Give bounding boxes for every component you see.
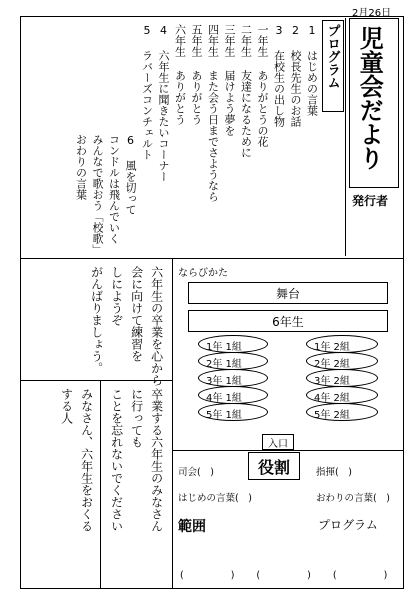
seat-oval — [306, 369, 378, 387]
program-item: 六年生 ありがとう — [173, 24, 187, 125]
note-line: ことを忘れないでください — [109, 388, 124, 532]
note-line: みなさん、六年生をおくる — [79, 388, 94, 532]
note-line: に行っても — [129, 388, 144, 448]
seat-right: 2年 2組 — [314, 359, 350, 370]
program-item: 4 六年生に聞きたいコーナー — [157, 24, 171, 182]
seat-right: 1年 2組 — [314, 342, 350, 353]
date-label: 2月26日 — [352, 8, 392, 19]
seating-label: ならびかた — [178, 268, 228, 279]
masthead-title: 児童会だより — [355, 26, 384, 170]
grade6-box: 6年生 — [188, 310, 388, 332]
role-closing: おわりの言葉( ) — [316, 493, 390, 504]
program-item: 2 校長先生のお話 — [289, 24, 303, 127]
seat-oval — [198, 403, 268, 421]
program-item: 五年生 ありがとう — [190, 24, 204, 125]
role-host: 司会( ) — [178, 467, 214, 478]
program-item: 5 ラバーズコンチェルト — [140, 24, 154, 160]
roles-divider — [172, 450, 404, 451]
message-line: 六年生の卒業を心から — [149, 266, 164, 386]
program-item: みんなで歌おう「校歌」 — [91, 134, 105, 255]
role-program: プログラム — [318, 518, 378, 532]
program-item: 1 はじめの言葉 — [305, 24, 319, 116]
seat-left: 2年 1組 — [206, 359, 242, 370]
stage-box: 舞台 — [188, 282, 388, 304]
left-column-divider — [172, 258, 173, 589]
seat-left: 5年 1組 — [206, 410, 242, 421]
seat-oval — [306, 386, 378, 404]
program-item: 3 在校生の出し物 — [272, 24, 286, 127]
seat-oval — [198, 369, 268, 387]
entrance-box: 入口 — [262, 434, 294, 450]
seat-oval — [306, 352, 378, 370]
seat-oval — [306, 403, 378, 421]
issuer-label: 発行者 — [352, 194, 389, 208]
notes-divider-1 — [100, 380, 101, 589]
program-item: 二年生 友達になるために — [239, 24, 253, 158]
masthead-frame — [349, 18, 399, 188]
seat-left: 4年 1組 — [206, 393, 242, 404]
program-item: おわりの言葉 — [74, 134, 88, 200]
seat-oval — [198, 335, 268, 353]
message-line: がんばりましょう。 — [89, 266, 104, 374]
program-item: 四年生 また会う日までさようなら — [206, 24, 220, 202]
seat-left: 3年 1組 — [206, 376, 242, 387]
seat-oval — [198, 386, 268, 404]
seat-right: 3年 2組 — [314, 376, 350, 387]
seat-oval — [306, 335, 378, 353]
left-mid-divider — [20, 380, 172, 381]
masthead-divider — [345, 18, 346, 256]
program-item: コンドルは飛んでいく — [107, 134, 121, 244]
program-item: 三年生 届けよう夢を — [223, 24, 237, 136]
note-line: する人 — [59, 388, 74, 424]
role-conductor: 指揮( ) — [316, 467, 352, 478]
message-line: 会に向けて練習を — [129, 266, 144, 362]
program-item: 一年生 ありがとうの花 — [256, 24, 270, 147]
seat-left: 1年 1組 — [206, 342, 242, 353]
role-helper: 範囲 — [178, 519, 206, 535]
program-item: 6 風を切って — [124, 134, 138, 215]
seat-oval — [198, 352, 268, 370]
message-line: しにようぞ — [109, 266, 124, 326]
seat-right: 5年 2組 — [314, 410, 350, 421]
roles-label-box: 役割 — [248, 452, 300, 480]
role-blanks: ( )( )( ) — [180, 570, 410, 581]
role-opening: はじめの言葉( ) — [178, 493, 252, 504]
top-divider — [20, 258, 404, 259]
note-line: 卒業する六年生のみなさん — [149, 388, 164, 532]
program-label: プログラム — [324, 24, 340, 89]
seat-right: 4年 2組 — [314, 393, 350, 404]
